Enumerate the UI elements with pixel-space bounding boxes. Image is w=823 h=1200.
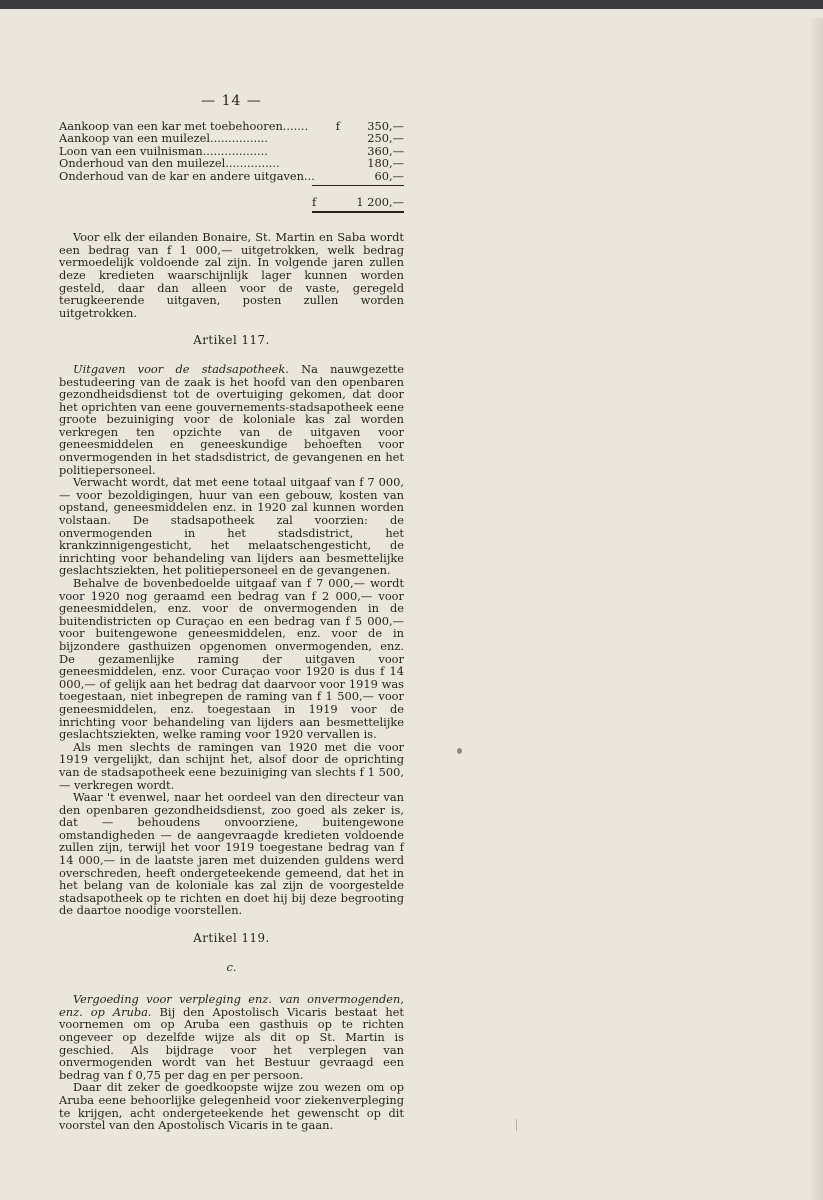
rule-line [312,185,404,186]
cost-amount: 180,— [367,156,404,171]
cost-amount: 250,— [367,131,404,146]
text-column [59,95,404,1132]
article-117-heading: Artikel 117. [193,333,270,348]
page-number: — 14 — [201,93,262,109]
rule-line [312,211,404,213]
total-rule [59,211,404,213]
paragraph-islands: Voor elk der eilanden Bonaire, St. Martin en Saba wordt een bedrag van f 1 000,— uitgetrokken, welk bedrag vermoedelijk voldoende zal zijn. In volgende jaren zullen deze kredieten waarschijnlijk lager kunnen worden gesteld, daar dan alleen voor de vaste, geregeld terugkeerende uitgaven, posten zullen worden uitgetrokken. [59,230,404,320]
article-119-subletter: c. [226,959,237,974]
currency-symbol: f [335,118,340,133]
currency-symbol [316,170,340,183]
paper-mark [516,1119,517,1131]
cost-description: Onderhoud van de kar en andere uitgaven... [59,169,315,183]
article-117-paragraph [59,363,404,476]
cost-table [59,120,404,214]
cost-description: Loon van een vuilnisman.................. [59,144,268,158]
cost-row [59,132,404,145]
article-119-p1: Bij den Apostolisch Vicaris bestaat het voornemen om op Aruba een gasthuis op te richten ongeveer op dezelfde wijze als dit op St. Martin is geschied. Als bijdrage voor het verplegen van onvermogenden wordt van het Bestuur gevraagd een bedrag van f 0,75 per dag en per persoon. [59,1004,404,1082]
subtotal-rule [59,185,404,186]
cost-description: Aankoop van een kar met toebehooren....... [59,119,309,133]
article-117-p1: Na nauwgezette bestudeering van de zaak is het hoofd van den openbaren gezondheidsdienst tot de overtuiging gekomen, dat door het oprichten van eene gouvernements-stadsapotheek eene groote bezuiniging voor de koloniale kas zal worden verkregen ten opzichte van de uitgaven voor geneesmiddelen en geneeskundige behoeften voor onvermogenden in het stadsdistrict, de gevangenen en het politiepersoneel. [59,361,404,477]
article-117-p2: Verwacht wordt, dat met eene totaal uitgaaf van f 7 000,— voor bezoldigingen, huur van een gebouw, kosten van opstand, geneesmiddelen enz. in 1920 zal kunnen worden volstaan. De stadsapotheek zal voorzien: de onvermogenden in het stadsdistrict, het krankzinnigengesticht, het melaatschengesticht, de inrichting voor behandeling van lijders aan besmettelijke geslachtsziekten, het politiepersoneel en de gevangenen. [59,475,404,578]
cost-description: Onderhoud van den muilezel............... [59,157,280,170]
article-117-lead: Uitgaven voor de stadsapotheek. [73,361,289,376]
cost-description: Aankoop van een muilezel................ [59,132,268,145]
article-119-heading: Artikel 119. [193,931,270,946]
article-119-lead: Vergoeding voor verpleging enz. van onvermogenden, enz. op Aruba. [59,992,404,1019]
cost-row [59,145,404,158]
cost-row [59,120,404,133]
cost-amount: 350,— [367,118,404,133]
cost-amount: 360,— [367,143,404,158]
cost-amount: 60,— [374,168,404,183]
cost-row [59,170,404,183]
currency-symbol: f [312,194,317,209]
currency-symbol [316,145,340,158]
total-row [59,196,404,209]
cost-row [59,157,404,170]
total-amount: 1 200,— [356,194,404,209]
article-119-paragraph [59,993,404,1081]
article-117-p4: Als men slechts de ramingen van 1920 met die voor 1919 vergelijkt, dan schijnt het, alsof door de oprichting van de stadsapotheek eene bezuiniging van slechts f 1 500,— verkregen wordt. [59,739,404,792]
currency-symbol [316,157,340,170]
article-119-p2: Daar dit zeker de goedkoopste wijze zou wezen om op Aruba eene behoorlijke gelegenheid voor ziekenverpleging te krijgen, acht ondergeteekende het gewenscht op dit voorstel van den Apostolisch Vicaris in te gaan. [59,1080,404,1133]
article-117-p5: Waar 't evenwel, naar het oordeel van den directeur van den openbaren gezondheidsdienst, zoo goed als zeker is, dat — behoudens onvoorziene, buitengewone omstandigheden — de aangevraagde kredieten voldoende zullen zijn, terwijl het voor 1919 toegestane bedrag van f 14 000,— in de laatste jaren met duizenden guldens werd overschreden, heeft ondergeteekende gemeend, dat het in het belang van de koloniale kas zal zijn de voorgestelde stadsapotheek op te richten en doet hij bij deze begrooting de daartoe noodige voorstellen. [59,790,404,918]
paper-spot [457,748,462,754]
currency-symbol [316,132,340,145]
page-edge-shadow [809,18,823,1200]
article-117-p3: Behalve de bovenbedoelde uitgaaf van f 7 000,— wordt voor 1920 nog geraamd een bedrag van f 2 000,— voor geneesmiddelen, enz. voor de onvermogenden in de buitendistricten op Curaçao en een bedrag van f 5 000,— voor buitengewone geneesmiddelen, enz. voor de in bijzondere gasthuizen opgenomen onvermogenden, enz. De gezamenlijke raming der uitgaven voor geneesmiddelen, enz. voor Curaçao voor 1920 is dus f 14 000,— of gelijk aan het bedrag dat daarvoor voor 1919 was toegestaan, niet inbegrepen de raming van f 1 500,— voor geneesmiddelen, enz. toegestaan in 1919 voor de inrichting voor behandeling van lijders aan besmettelijke geslachtsziekten, welke raming voor 1920 vervallen is. [59,576,404,742]
